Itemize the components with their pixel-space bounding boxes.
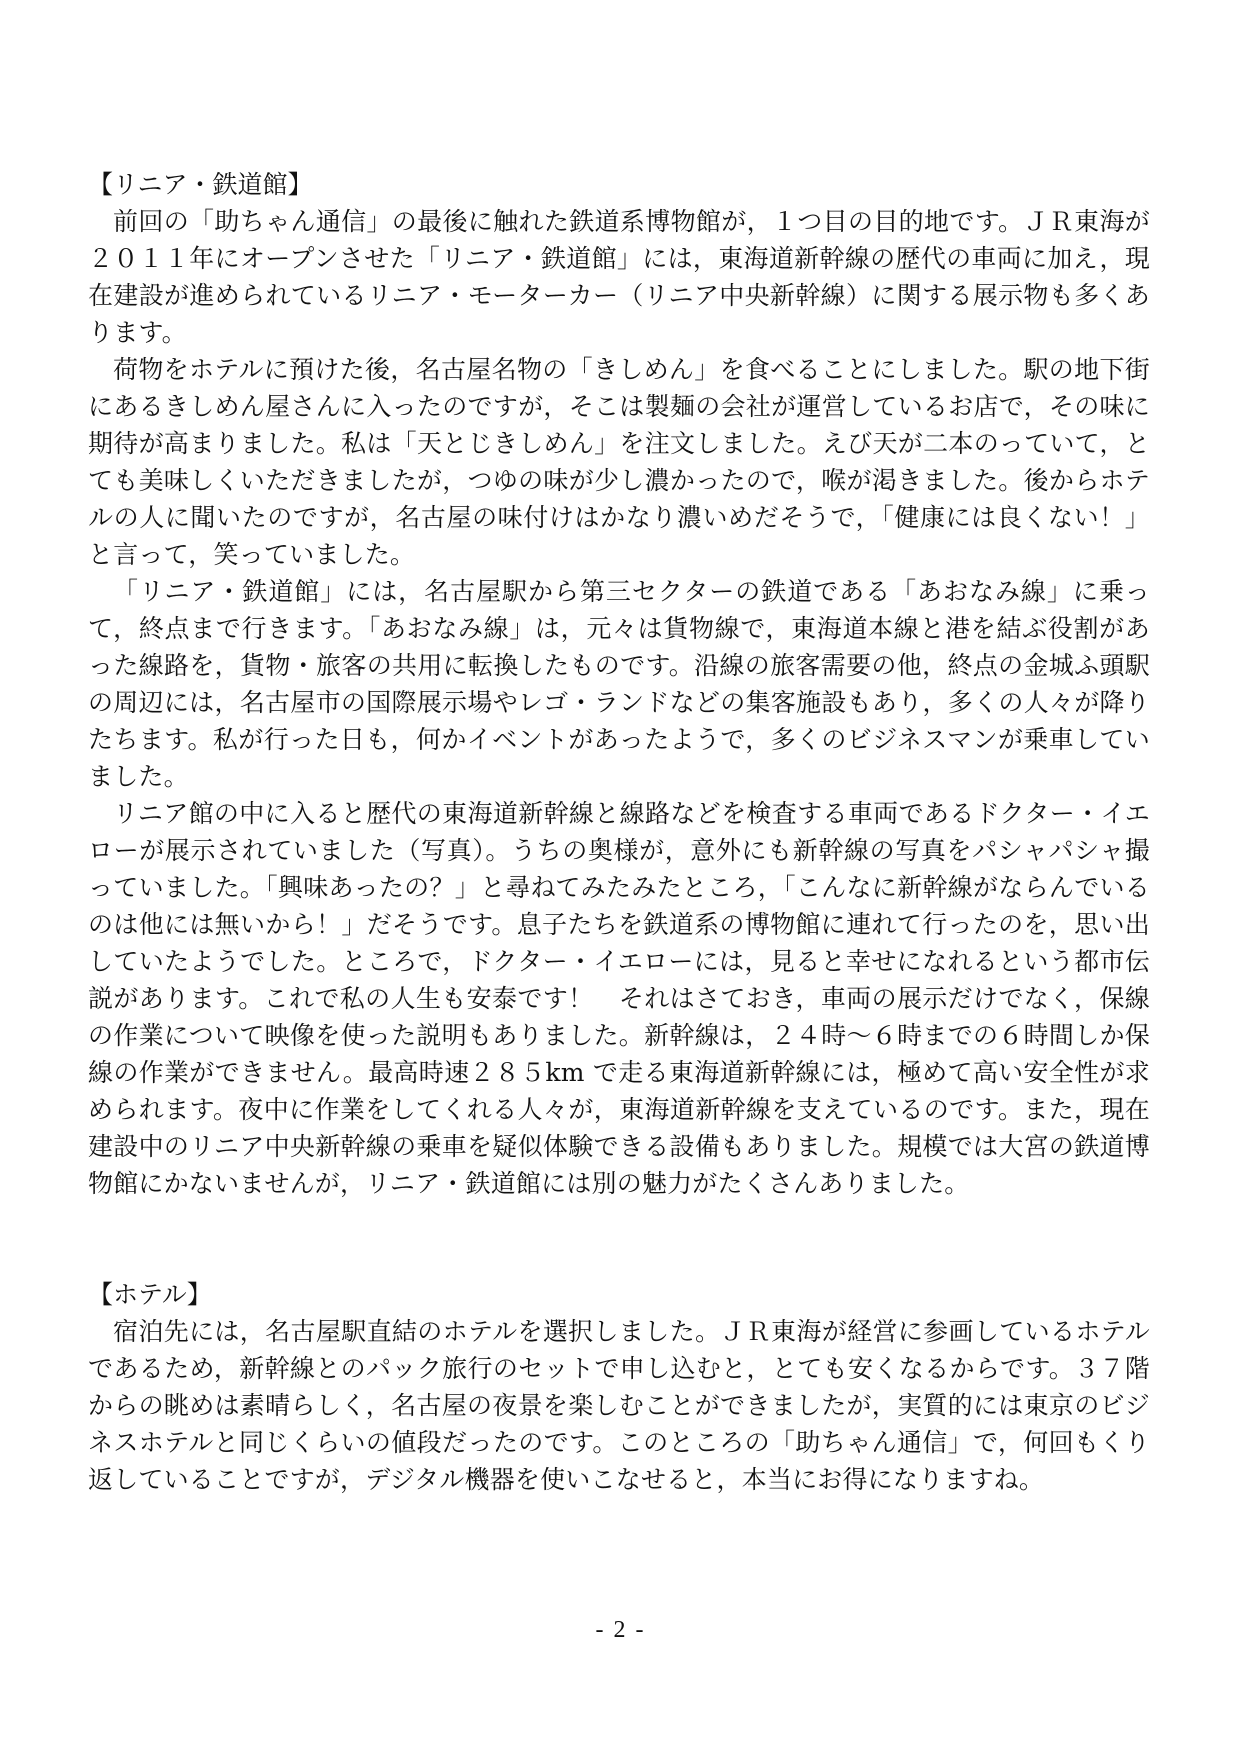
paragraph: 前回の「助ちゃん通信」の最後に触れた鉄道系博物館が，１つ目の目的地です。ＪＲ東海が２０１１年にオープンさせた「リニア・鉄道館」には，東海道新幹線の歴代の車両に加え，現在建設が進められているリニア・モーターカー（リニア中央新幹線）に関する展示物も多くあります。 bbox=[88, 207, 1150, 347]
paragraph: 荷物をホテルに預けた後，名古屋名物の「きしめん」を食べることにしました。駅の地下街にあるきしめん屋さんに入ったのですが，そこは製麺の会社が運営しているお店で，その味に期待が高まりました。私は「天とじきしめん」を注文しました。えび天が二本のっていて，とても美味しくいただきましたが，つゆの味が少し濃かったので，喉が渇きました。後からホテルの人に聞いたのですが，名古屋の味付けはかなり濃いめだそうで，「健康には良くない！」と言って，笑っていました。 bbox=[88, 355, 1150, 569]
paragraph: リニア館の中に入ると歴代の東海道新幹線と線路などを検査する車両であるドクター・イエローが展示されていました（写真）。うちの奥様が，意外にも新幹線の写真をパシャパシャ撮っていました。「興味あったの？」と尋ねてみたみたところ，「こんなに新幹線がならんでいるのは他には無いから！」だそうです。息子たちを鉄道系の博物館に連れて行ったのを，思い出していたようでした。ところで，ドクター・イエローには，見ると幸せになれるという都市伝説があります。これで私の人生も安泰です！ それはさておき，車両の展示だけでなく，保線の作業について映像を使った説明もありました。新幹線は，２４時～６時までの６時間しか保線の作業ができません。最高時速２８５km で走る東海道新幹線には，極めて高い安全性が求められます。夜中に作業をしてくれる人々が，東海道新幹線を支えているのです。また，現在建設中のリニア中央新幹線の乗車を疑似体験できる設備もありました。規模では大宮の鉄道博物館にかないませんが，リニア・鉄道館には別の魅力がたくさんありました。 bbox=[88, 799, 1150, 1198]
paragraph: 宿泊先には，名古屋駅直結のホテルを選択しました。ＪＲ東海が経営に参画しているホテルであるため，新幹線とのパック旅行のセットで申し込むと，とても安くなるからです。３７階からの眺めは素晴らしく，名古屋の夜景を楽しむことができましたが，実質的には東京のビジネスホテルと同じくらいの値段だったのです。このところの「助ちゃん通信」で，何回もくり返していることですが，デジタル機器を使いこなせると，本当にお得になりますね。 bbox=[88, 1317, 1150, 1494]
paragraph: 「リニア・鉄道館」には，名古屋駅から第三セクターの鉄道である「あおなみ線」に乗って，終点まで行きます。「あおなみ線」は，元々は貨物線で，東海道本線と港を結ぶ役割があった線路を，貨物・旅客の共用に転換したものです。沿線の旅客需要の他，終点の金城ふ頭駅の周辺には，名古屋市の国際展示場やレゴ・ランドなどの集客施設もあり，多くの人々が降りたちます。私が行った日も，何かイベントがあったようで，多くのビジネスマンが乗車していました。 bbox=[88, 577, 1150, 791]
page-number: - 2 - bbox=[595, 1617, 646, 1643]
section-heading: 【ホテル】 bbox=[88, 1280, 212, 1309]
section-heading: 【リニア・鉄道館】 bbox=[88, 170, 313, 199]
section-linear-railway-museum bbox=[88, 166, 1150, 1202]
section-hotel bbox=[88, 1276, 1150, 1498]
document-page bbox=[88, 0, 1150, 1754]
